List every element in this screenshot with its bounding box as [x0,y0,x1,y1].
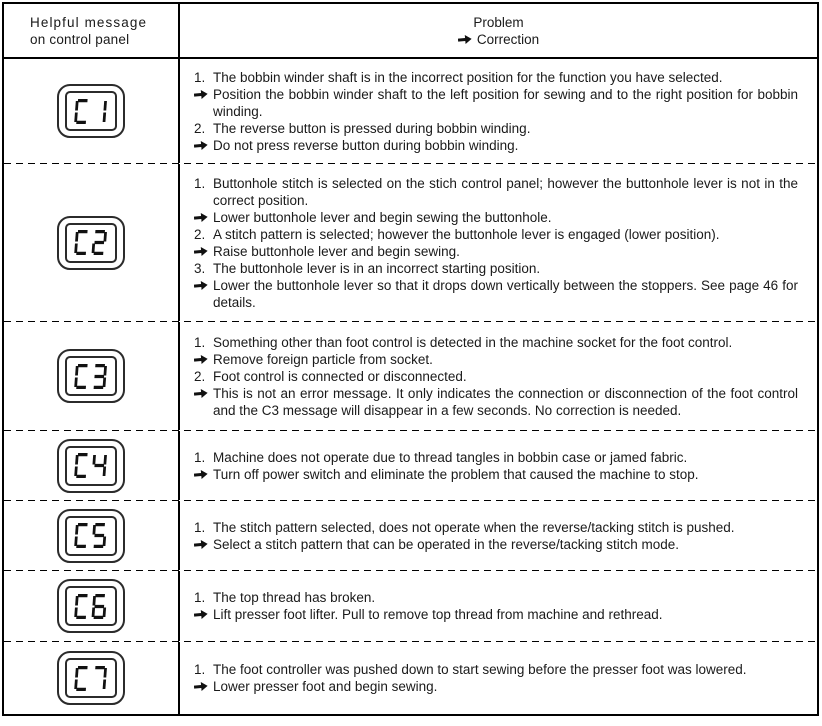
error-row-c7 [4,642,817,714]
correction-arrow-icon [194,137,213,154]
lcd-code-c1 [73,99,109,124]
item-text: Buttonhole stitch is selected on the stich control panel; however the buttonhole lever is not in the correct position. [213,175,798,208]
lcd-display-c1 [57,84,125,138]
error-row-c2 [4,164,817,321]
problem-cell-c2 [180,164,817,321]
lcd-display-c3 [57,349,125,403]
item-text: Raise buttonhole lever and begin sewing. [213,243,460,259]
lcd-display-c4 [57,439,125,493]
item-number: 1. [194,662,206,677]
correction-arrow-icon [194,606,213,623]
problem-cell-c5 [180,501,817,570]
item-number: 1. [194,175,206,191]
correction-item [194,351,798,368]
lcd-cell-c6 [4,571,180,641]
item-text: Foot control is connected or disconnected. [213,368,467,384]
item-text: The top thread has broken. [213,590,376,605]
correction-arrow-icon [194,209,213,226]
correction-arrow-icon [194,466,213,483]
item-text: Remove foreign particle from socket. [213,351,433,367]
problem-cell-c7 [180,642,817,714]
correction-arrow-icon [194,243,213,260]
correction-item [194,243,798,260]
item-number: 2. [194,368,206,384]
problem-item [194,120,798,137]
header-problem-correction [180,4,817,57]
lcd-code-c7 [73,666,109,691]
correction-item [194,536,798,553]
lcd-code-c4 [73,453,109,478]
lcd-cell-c1 [4,59,180,163]
lcd-screen [65,516,117,556]
item-text: The buttonhole lever is in an incorrect starting position. [213,260,541,276]
problem-item [194,368,798,385]
header-col1-line2: on control panel [30,31,130,47]
lcd-cell-c4 [4,431,180,500]
correction-arrow-icon [458,31,472,48]
error-row-c1 [4,59,817,163]
problem-cell-c3 [180,322,817,430]
problem-cell-c1 [180,59,817,163]
table-header [4,4,817,59]
correction-item [194,385,798,419]
lcd-screen [65,223,117,263]
lcd-screen [65,586,117,626]
item-text: The foot controller was pushed down to start sewing before the presser foot was lowered. [213,662,747,677]
correction-arrow-icon [194,351,213,368]
header-problem-label: Problem [473,14,524,30]
error-code-table [2,2,819,716]
problem-item [194,69,798,86]
correction-arrow-icon [194,536,213,553]
problem-cell-c6 [180,571,817,641]
header-col1-line1: Helpful message [30,14,148,30]
lcd-display-c7 [57,651,125,705]
correction-arrow-icon [194,277,213,311]
item-number: 1. [194,69,206,85]
lcd-display-c5 [57,509,125,563]
problem-item [194,260,798,277]
header-helpful-message [4,4,180,57]
correction-arrow-icon [194,86,213,120]
lcd-cell-c7 [4,642,180,714]
problem-item [194,661,798,678]
header-correction-line [458,31,539,48]
lcd-display-c2 [57,216,125,270]
correction-arrow-icon [194,385,213,419]
item-number: 1. [194,519,206,535]
lcd-cell-c2 [4,164,180,321]
error-row-c6 [4,571,817,641]
lcd-screen [65,446,117,486]
item-text: Lower buttonhole lever and begin sewing the buttonhole. [213,209,552,225]
lcd-code-c6 [73,594,109,619]
problem-item [194,226,798,243]
lcd-screen [65,356,117,396]
item-text: Select a stitch pattern that can be operated in the reverse/tacking stitch mode. [213,536,680,552]
lcd-display-c6 [57,579,125,633]
item-number: 2. [194,120,206,136]
item-number: 2. [194,226,206,242]
lcd-code-c5 [73,523,109,548]
item-number: 1. [194,449,206,465]
item-text: The bobbin winder shaft is in the incorrect position for the function you have selected. [213,69,723,85]
correction-item [194,86,798,120]
lcd-cell-c5 [4,501,180,570]
item-text: Machine does not operate due to thread tangles in bobbin case or jamed fabric. [213,449,688,465]
item-number: 3. [194,260,206,276]
lcd-code-c2 [73,230,109,255]
correction-item [194,137,798,154]
item-text: A stitch pattern is selected; however the buttonhole lever is engaged (lower position). [213,226,720,242]
item-number: 1. [194,590,206,605]
correction-item [194,606,798,623]
item-text: Something other than foot control is detected in the machine socket for the foot control. [213,334,733,350]
problem-item [194,589,798,606]
item-text: Do not press reverse button during bobbin winding. [213,137,519,153]
item-text: Lift presser foot lifter. Pull to remove top thread from machine and rethread. [213,607,663,622]
problem-item [194,449,798,466]
lcd-cell-c3 [4,322,180,430]
error-row-c3 [4,322,817,430]
correction-item [194,678,798,695]
item-text: The reverse button is pressed during bobbin winding. [213,120,531,136]
item-text: Turn off power switch and eliminate the problem that caused the machine to stop. [213,466,699,482]
item-text: Lower presser foot and begin sewing. [213,679,438,694]
problem-item [194,519,798,536]
lcd-code-c3 [73,364,109,389]
correction-item [194,277,798,311]
item-text: Position the bobbin winder shaft to the left position for sewing and to the right position for bobbin winding. [213,86,798,119]
correction-arrow-icon [194,678,213,695]
item-text: This is not an error message. It only indicates the connection or disconnection of the foot control and the C3 message will disappear in a few seconds. No correction is needed. [213,385,798,418]
error-row-c5 [4,501,817,570]
lcd-screen [65,91,117,131]
error-row-c4 [4,431,817,500]
header-correction-label: Correction [476,31,540,47]
item-text: The stitch pattern selected, does not operate when the reverse/tacking stitch is pushed. [213,519,735,535]
item-number: 1. [194,334,206,350]
item-text: Lower the buttonhole lever so that it drops down vertically between the stoppers. See page 46 for details. [213,277,798,310]
correction-item [194,466,798,483]
problem-item [194,334,798,351]
problem-cell-c4 [180,431,817,500]
problem-item [194,175,798,209]
lcd-screen [65,658,117,698]
correction-item [194,209,798,226]
